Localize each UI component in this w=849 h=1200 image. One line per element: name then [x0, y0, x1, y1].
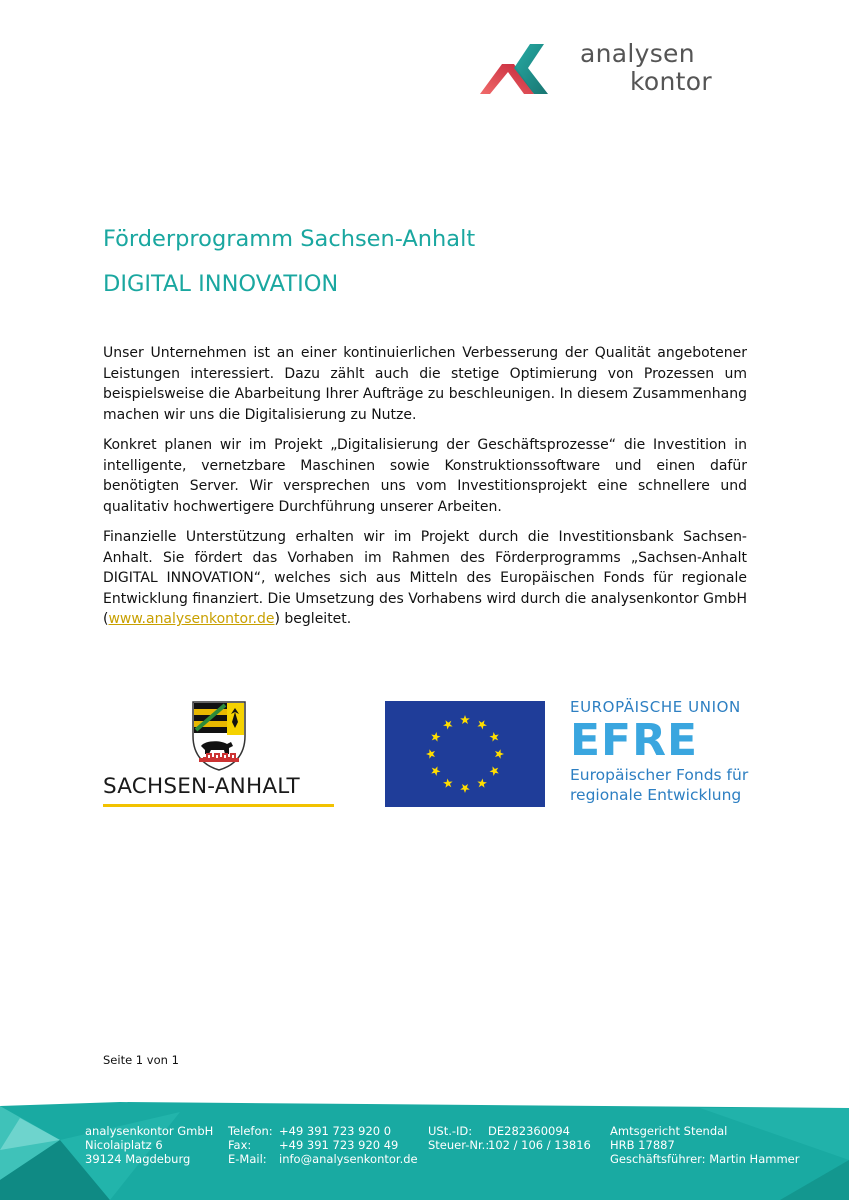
footer-email — [228, 1153, 418, 1167]
sachsen-anhalt-underline — [103, 804, 334, 807]
footer-phone-label: Telefon: — [228, 1124, 273, 1138]
eu-union-label: EUROPÄISCHE UNION — [570, 698, 741, 716]
footer-tax — [428, 1125, 591, 1153]
paragraph-3 — [103, 527, 747, 630]
footer-street: Nicolaiplatz 6 — [85, 1137, 163, 1152]
efre-subtitle-line2: regionale Entwicklung — [570, 786, 742, 804]
footer-vat-label: USt.-ID: — [428, 1124, 473, 1138]
page-title: Förderprogramm Sachsen-Anhalt — [103, 226, 476, 252]
footer-taxno — [428, 1139, 591, 1153]
footer-taxno-label: Steuer-Nr.: — [428, 1137, 490, 1152]
paragraph-3-end: ) begleitet. — [274, 611, 352, 627]
footer-ceo: Geschäftsführer: Martin Hammer — [610, 1151, 800, 1166]
sachsen-anhalt-wordmark: SACHSEN-ANHALT — [103, 774, 300, 799]
paragraph-1: Unser Unternehmen ist an einer kontinuierlichen Verbesserung der Qualität angebotener Leistungen interessiert. Dazu zählt auch die stetige Optimierung von Prozessen um beispielsweise die Abarbeitung Ihrer Aufträge zu beschleunigen. In diesem Zusammenhang machen wir uns die Digitalisierung zu Nutze. — [103, 345, 747, 423]
footer-hrb: HRB 17887 — [610, 1137, 675, 1152]
logo-line1: analysen — [580, 39, 695, 68]
efre-subtitle-line1: Europäischer Fonds für — [570, 766, 749, 784]
paragraph-3-text: Finanzielle Unterstützung erhalten wir im Projekt durch die Investitionsbank Sachsen-Anhalt. Sie fördert das Vorhaben im Rahmen des Förderprogramms „Sachsen-Anhalt DIGITAL INNOVATION“, welches sich aus Mitteln des Europäischen Fonds für regionale Entwicklung finanziert. Die Umsetzung des Vorhabens wird durch die analysenkontor GmbH ( — [103, 529, 747, 627]
footer-taxno-value: 102 / 106 / 13816 — [488, 1137, 591, 1152]
eu-flag — [385, 701, 545, 807]
efre-label: EFRE — [570, 715, 699, 766]
ak-chevron-logo-icon — [478, 42, 568, 98]
logo-wordmark — [580, 40, 712, 96]
footer-court: Amtsgericht Stendal — [610, 1124, 728, 1138]
body-text — [103, 343, 747, 640]
page-number: Seite 1 von 1 — [103, 1053, 179, 1067]
coat-of-arms-icon — [191, 700, 247, 772]
efre-logo — [570, 698, 748, 805]
website-link[interactable]: www.analysenkontor.de — [108, 611, 275, 627]
footer-contact — [228, 1125, 418, 1166]
footer-register — [610, 1125, 799, 1166]
sachsen-anhalt-logo — [103, 700, 335, 810]
footer-company — [85, 1125, 213, 1166]
footer-phone-value[interactable]: +49 391 723 920 0 — [279, 1124, 392, 1138]
footer-email-label: E-Mail: — [228, 1151, 267, 1166]
footer-city: 39124 Magdeburg — [85, 1151, 191, 1166]
footer-vat-value: DE282360094 — [488, 1124, 570, 1138]
paragraph-2: Konkret planen wir im Projekt „Digitalisierung der Geschäftsprozesse“ die Investition in intelligente, vernetzbare Maschinen sowie Konstruktionssoftware und einen dafür benötigten Server. Wir versprechen uns vom Investitionsprojekt eine schnellere und qualitativ hochwertigere Durchführung unserer Arbeiten. — [103, 437, 747, 515]
footer-fax-label: Fax: — [228, 1137, 252, 1152]
footer-company-name: analysenkontor GmbH — [85, 1124, 214, 1138]
logo-line2: kontor — [630, 67, 712, 96]
footer-vat — [428, 1125, 591, 1139]
page-subtitle: DIGITAL INNOVATION — [103, 271, 339, 297]
footer-email-value[interactable]: info@analysenkontor.de — [279, 1151, 418, 1166]
footer-phone — [228, 1125, 418, 1139]
analysenkontor-logo — [478, 40, 738, 102]
footer-fax-value: +49 391 723 920 49 — [279, 1137, 399, 1152]
eu-flag-icon — [385, 701, 545, 807]
footer-fax — [228, 1139, 418, 1153]
